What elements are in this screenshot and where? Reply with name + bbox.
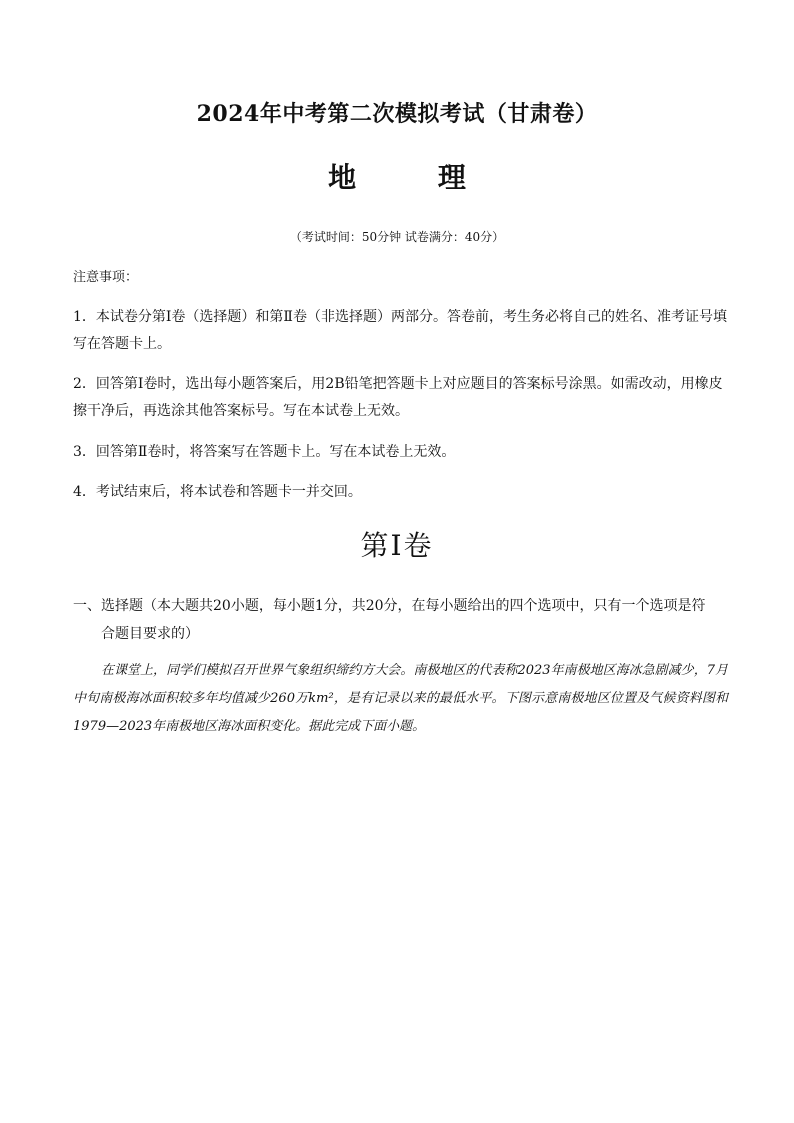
notice-item-2: 2．回答第Ⅰ卷时，选出每小题答案后，用2B铅笔把答题卡上对应题目的答案标号涂黑。如需改动，用橡皮擦干净后，再选涂其他答案标号。写在本试卷上无效。 — [73, 376, 723, 419]
subject-title: 地 理 — [328, 161, 502, 194]
notice-item-4: 4．考试结束后，将本试卷和答题卡一并交回。 — [73, 484, 362, 500]
exam-title: 2024年中考第二次模拟考试（甘肃卷） — [196, 101, 598, 127]
section-title: 第Ⅰ卷 — [360, 529, 434, 562]
notice-item-1: 1．本试卷分第Ⅰ卷（选择题）和第Ⅱ卷（非选择题）两部分。答卷前，考生务必将自己的姓名、准考证号填写在答题卡上。 — [73, 309, 727, 352]
question-heading-line2: 合题目要求的） — [101, 626, 199, 642]
notice-heading: 注意事项： — [73, 270, 139, 285]
exam-info: （考试时间：50分钟 试卷满分：40分） — [289, 230, 505, 244]
notice-item-3: 3．回答第Ⅱ卷时，将答案写在答题卡上。写在本试卷上无效。 — [73, 444, 456, 460]
question-heading — [73, 592, 728, 648]
question-material: 在课堂上，同学们模拟召开世界气象组织缔约方大会。南极地区的代表称2023年南极地区海冰急剧减少，7月中旬南极海冰面积较多年均值减少260万km²，是有记录以来的最低水平。下图示意南极地区位置及气候资料图和1979—2023年南极地区海冰面积变化。据此完成下面小题。 — [73, 663, 728, 734]
question-heading-line1: 一、选择题（本大题共20小题，每小题1分，共20分，在每小题给出的四个选项中，只有一个选项是符 — [73, 598, 706, 614]
